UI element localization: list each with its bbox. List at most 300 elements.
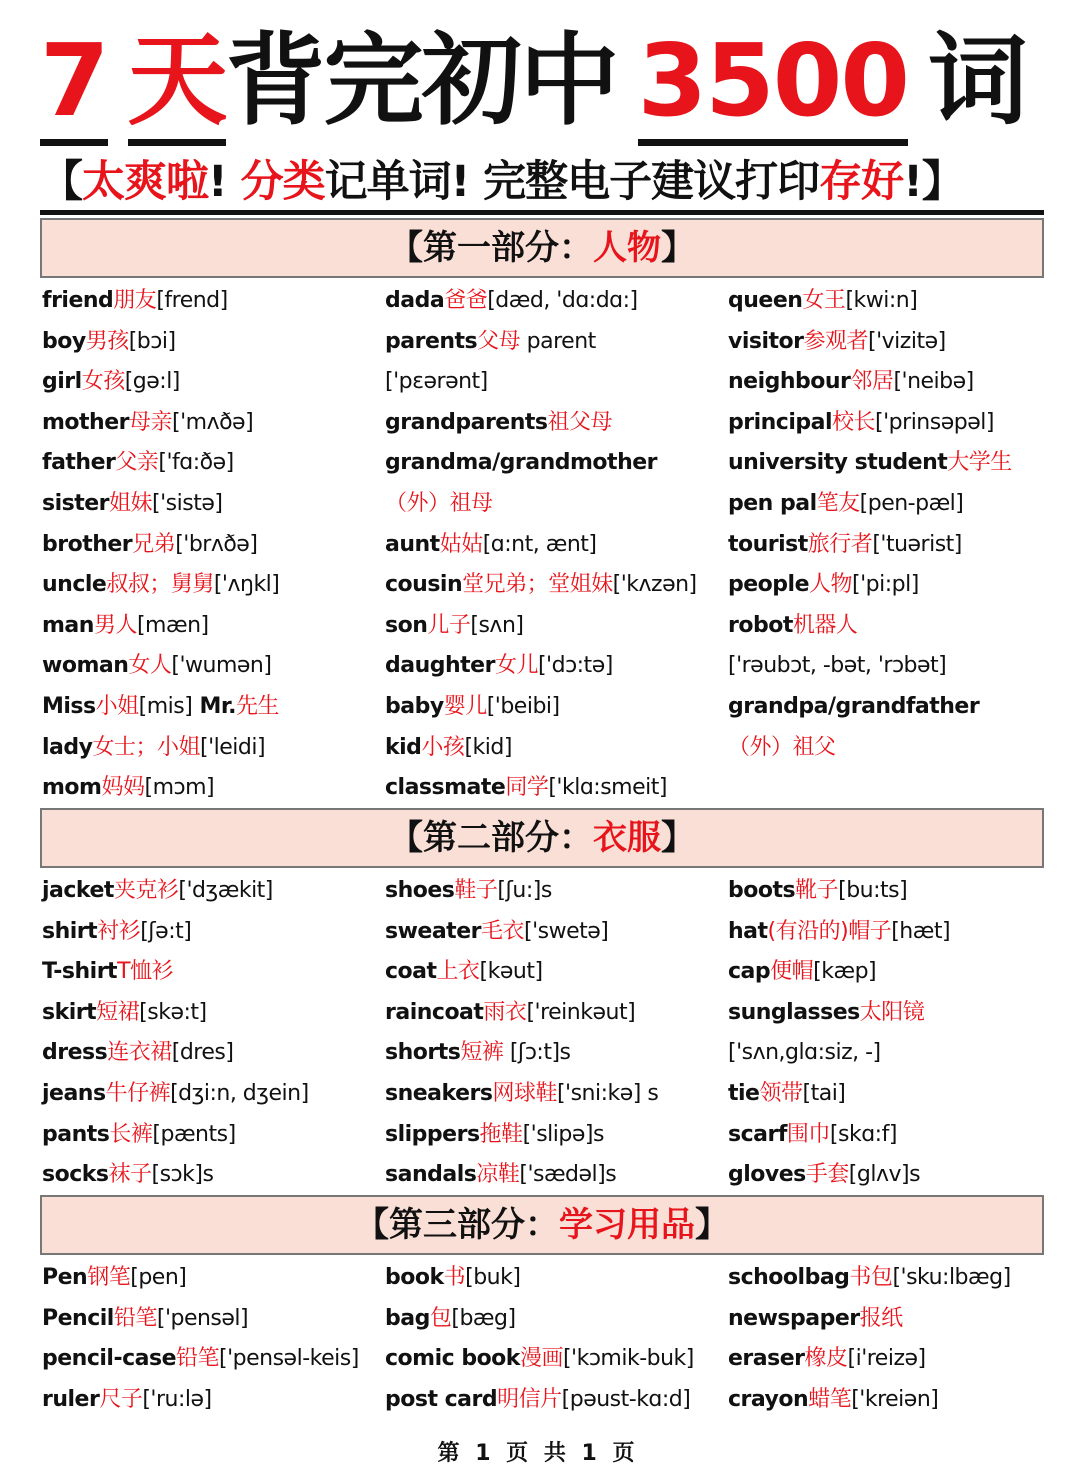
vocab-entry bbox=[728, 1074, 1068, 1115]
subtitle-bracket-close: !】 bbox=[903, 157, 964, 207]
section-prefix: 【第二部分： bbox=[389, 818, 593, 858]
english-word: father bbox=[42, 450, 116, 476]
english-word: friend bbox=[42, 288, 114, 313]
phonetic: ['ru:lə] bbox=[142, 1386, 212, 1412]
chinese-meaning: 堂兄弟；堂姐妹 bbox=[462, 572, 613, 598]
people-column-2 bbox=[385, 281, 725, 809]
subtitle-highlight-3: 存好 bbox=[819, 157, 904, 207]
english-word: robot bbox=[728, 612, 793, 638]
phonetic: ['sʌn,glɑ:siz, -] bbox=[728, 1040, 881, 1066]
chinese-meaning: 围巾 bbox=[786, 1121, 830, 1147]
phonetic: [sɔk]s bbox=[151, 1162, 214, 1188]
vocab-entry bbox=[385, 687, 725, 728]
phonetic: [kæp] bbox=[813, 959, 877, 985]
vocab-entry bbox=[728, 525, 1068, 566]
vocab-entry bbox=[42, 362, 382, 403]
english-word: daughter bbox=[385, 653, 495, 679]
phonetic: [mæn] bbox=[136, 612, 209, 638]
chinese-meaning: 连衣裙 bbox=[107, 1040, 172, 1066]
english-word: boy bbox=[42, 328, 86, 354]
chinese-meaning: 小姐 bbox=[95, 693, 139, 719]
english-word: son bbox=[385, 612, 428, 638]
phonetic: [pen-pæl] bbox=[859, 490, 964, 516]
subtitle-bracket-open: 【 bbox=[40, 157, 82, 207]
chinese-meaning: 短裙 bbox=[96, 999, 140, 1025]
chinese-meaning: 笔友 bbox=[816, 490, 860, 516]
vocab-entry bbox=[385, 728, 725, 769]
phonetic: ['ʌŋkl] bbox=[213, 572, 280, 598]
vocab-entry bbox=[385, 1339, 725, 1380]
phonetic: ['dʒækit] bbox=[178, 878, 273, 903]
vocab-entry bbox=[385, 362, 725, 403]
english-word: book bbox=[385, 1265, 444, 1290]
vocab-entry bbox=[42, 322, 382, 363]
vocab-entry bbox=[385, 1299, 725, 1340]
phonetic: [ʃu:]s bbox=[497, 878, 552, 903]
vocab-entry bbox=[42, 565, 382, 606]
english-word: Miss bbox=[42, 693, 96, 719]
english-word: mom bbox=[42, 775, 102, 801]
english-word: hat bbox=[728, 918, 768, 944]
english-word: aunt bbox=[385, 531, 440, 557]
chinese-meaning: 小孩 bbox=[421, 734, 465, 760]
phonetic: [glʌv]s bbox=[848, 1162, 921, 1188]
chinese-meaning: 朋友 bbox=[113, 288, 157, 313]
phonetic: [tai] bbox=[802, 1080, 846, 1106]
chinese-meaning: 旅行者 bbox=[807, 531, 873, 557]
english-word: lady bbox=[42, 734, 93, 760]
title-text: 背完初中 bbox=[225, 22, 618, 139]
title-number: 7 bbox=[40, 22, 108, 146]
phonetic: [bɔi] bbox=[128, 328, 176, 354]
phonetic: [buk] bbox=[465, 1265, 521, 1290]
chinese-meaning: 校长 bbox=[832, 409, 876, 435]
vocab-entry bbox=[728, 565, 1068, 606]
vocab-entry bbox=[42, 768, 382, 809]
chinese-meaning: 领带 bbox=[759, 1080, 803, 1106]
phonetic: [kid] bbox=[464, 734, 512, 760]
phonetic: [i'reizə] bbox=[847, 1346, 926, 1372]
chinese-meaning: 女王 bbox=[802, 288, 846, 313]
phonetic: ['klɑ:smeit] bbox=[548, 775, 667, 801]
chinese-meaning: 橡皮 bbox=[804, 1346, 848, 1372]
chinese-meaning: 书包 bbox=[849, 1265, 893, 1290]
vocab-entry bbox=[42, 1258, 382, 1299]
english-word-extra: Mr. bbox=[192, 693, 236, 719]
english-word: woman bbox=[42, 653, 129, 679]
english-word: raincoat bbox=[385, 999, 484, 1025]
english-word: skirt bbox=[42, 999, 97, 1025]
vocab-entry bbox=[385, 565, 725, 606]
phonetic: ['kʌzən] bbox=[612, 572, 697, 598]
english-word: tie bbox=[728, 1080, 760, 1106]
chinese-meaning: 邻居 bbox=[850, 369, 894, 395]
people-column-3 bbox=[728, 281, 1068, 768]
chinese-meaning: 衬衫 bbox=[97, 918, 141, 944]
english-word: grandparents bbox=[385, 409, 548, 435]
vocab-entry bbox=[42, 1339, 382, 1380]
phonetic: [ʃə:t] bbox=[140, 918, 192, 944]
phonetic: [sʌn] bbox=[470, 612, 524, 638]
chinese-meaning: T恤衫 bbox=[117, 959, 174, 985]
phonetic: ['pɛərənt] bbox=[385, 369, 488, 395]
vocab-entry bbox=[42, 606, 382, 647]
vocab-entry bbox=[728, 403, 1068, 444]
vocab-entry bbox=[42, 1155, 382, 1196]
chinese-meaning: 同学 bbox=[505, 775, 549, 801]
english-word: queen bbox=[728, 288, 803, 313]
phonetic: ['sistə] bbox=[152, 490, 223, 516]
section-suffix: 】 bbox=[661, 818, 695, 858]
english-word: shirt bbox=[42, 918, 98, 944]
english-word: newspaper bbox=[728, 1305, 860, 1331]
clothes-column-1 bbox=[42, 871, 382, 1196]
vocab-entry bbox=[42, 484, 382, 525]
section-name: 学习用品 bbox=[559, 1205, 695, 1245]
vocab-entry bbox=[728, 1258, 1068, 1299]
english-word: uncle bbox=[42, 572, 107, 598]
vocab-entry bbox=[42, 646, 382, 687]
english-word: boots bbox=[728, 878, 796, 903]
vocab-entry bbox=[385, 606, 725, 647]
vocab-entry bbox=[42, 281, 382, 322]
english-word: Pen bbox=[42, 1265, 88, 1290]
clothes-column-2 bbox=[385, 871, 725, 1196]
english-word: people bbox=[728, 572, 809, 598]
phonetic: [mis] bbox=[138, 693, 193, 719]
chinese-meaning: 毛衣 bbox=[480, 918, 524, 944]
chinese-meaning: 铅笔 bbox=[113, 1305, 157, 1331]
subtitle-text: 记单词! 完整电子建议打印 bbox=[324, 157, 820, 207]
phonetic: ['slipə]s bbox=[522, 1121, 604, 1147]
chinese-meaning: 女儿 bbox=[494, 653, 538, 679]
vocab-entry bbox=[385, 443, 725, 484]
english-word: jacket bbox=[42, 878, 114, 903]
english-word: jeans bbox=[42, 1080, 106, 1106]
chinese-meaning: 报纸 bbox=[859, 1305, 903, 1331]
vocab-entry bbox=[385, 1033, 725, 1074]
chinese-meaning: 夹克衫 bbox=[113, 878, 179, 903]
chinese-meaning: 母亲 bbox=[129, 409, 173, 435]
phonetic: ['fɑ:ðə] bbox=[158, 450, 234, 476]
phonetic: ['pensəl-keis] bbox=[219, 1346, 359, 1372]
english-word: post card bbox=[385, 1386, 498, 1412]
subtitle-highlight-2: 分类 bbox=[240, 157, 325, 207]
vocab-entry bbox=[385, 912, 725, 953]
people-column-1 bbox=[42, 281, 382, 809]
vocab-entry bbox=[385, 1115, 725, 1156]
vocab-entry bbox=[728, 871, 1068, 912]
vocab-entry bbox=[42, 1033, 382, 1074]
chinese-meaning: 网球鞋 bbox=[492, 1080, 557, 1106]
vocab-entry bbox=[385, 1258, 725, 1299]
chinese-meaning: 女士；小姐 bbox=[92, 734, 200, 760]
section-header-clothes bbox=[40, 808, 1044, 868]
english-word: principal bbox=[728, 409, 833, 435]
phonetic: ['mʌðə] bbox=[172, 409, 254, 435]
english-word: parents bbox=[385, 328, 478, 354]
phonetic: [ɑ:nt, ænt] bbox=[482, 531, 597, 557]
english-word: Pencil bbox=[42, 1305, 114, 1331]
phonetic: ['vizitə] bbox=[868, 328, 946, 354]
chinese-meaning: 女人 bbox=[128, 653, 172, 679]
supplies-column-1 bbox=[42, 1258, 382, 1420]
vocab-entry bbox=[42, 871, 382, 912]
phonetic: [skə:t] bbox=[139, 999, 207, 1025]
phonetic: ['neibə] bbox=[893, 369, 974, 395]
vocab-entry bbox=[42, 525, 382, 566]
phonetic: [pænts] bbox=[152, 1121, 236, 1147]
english-word: man bbox=[42, 612, 94, 638]
chinese-meaning: 便帽 bbox=[770, 959, 814, 985]
vocab-entry bbox=[728, 362, 1068, 403]
phonetic: ['sni:kə] s bbox=[556, 1080, 659, 1106]
phonetic: [frend] bbox=[156, 288, 228, 313]
subtitle bbox=[40, 154, 1044, 215]
page-footer: 第 1 页 共 1 页 bbox=[437, 1441, 639, 1466]
vocab-entry bbox=[728, 443, 1068, 484]
chinese-meaning: (有沿的)帽子 bbox=[767, 918, 892, 944]
english-word: tourist bbox=[728, 531, 808, 557]
chinese-meaning: 靴子 bbox=[795, 878, 839, 903]
section-name: 衣服 bbox=[593, 818, 661, 858]
chinese-meaning: （外）祖母 bbox=[385, 490, 493, 516]
vocab-entry bbox=[385, 871, 725, 912]
supplies-column-3 bbox=[728, 1258, 1068, 1420]
vocab-entry bbox=[42, 1299, 382, 1340]
vocab-entry bbox=[385, 1380, 725, 1421]
vocab-entry bbox=[385, 525, 725, 566]
phonetic: ['brʌðə] bbox=[175, 531, 258, 557]
vocab-entry bbox=[42, 1115, 382, 1156]
english-word: eraser bbox=[728, 1346, 805, 1372]
english-word: neighbour bbox=[728, 369, 851, 395]
chinese-meaning: 漫画 bbox=[519, 1346, 563, 1372]
vocab-entry bbox=[42, 687, 382, 728]
english-word: grandma/grandmother bbox=[385, 450, 657, 476]
vocab-entry bbox=[42, 952, 382, 993]
title-days: 天 bbox=[128, 22, 226, 146]
chinese-meaning: 父母 bbox=[477, 328, 521, 354]
vocab-entry bbox=[385, 322, 725, 363]
vocab-entry bbox=[728, 484, 1068, 525]
chinese-meaning: 书 bbox=[443, 1265, 466, 1290]
title-count: 3500 bbox=[638, 22, 908, 146]
vocab-entry bbox=[728, 993, 1068, 1034]
english-word: T-shirt bbox=[42, 959, 118, 985]
chinese-meaning: 女孩 bbox=[81, 369, 125, 395]
english-word: dress bbox=[42, 1040, 108, 1066]
vocab-entry bbox=[385, 484, 725, 525]
chinese-meaning: 兄弟 bbox=[132, 531, 176, 557]
phonetic: [mɔm] bbox=[144, 775, 215, 801]
chinese-meaning: 手套 bbox=[805, 1162, 849, 1188]
english-word: shorts bbox=[385, 1040, 461, 1066]
vocab-entry bbox=[42, 403, 382, 444]
section-suffix: 】 bbox=[695, 1205, 729, 1245]
vocab-entry bbox=[728, 1339, 1068, 1380]
chinese-meaning: 父亲 bbox=[115, 450, 159, 476]
phonetic: [bæg] bbox=[451, 1305, 516, 1331]
english-word: slippers bbox=[385, 1121, 480, 1147]
phonetic: ['rəubɔt, -bət, 'rɔbət] bbox=[728, 653, 947, 679]
english-word: schoolbag bbox=[728, 1265, 850, 1290]
chinese-meaning: 男孩 bbox=[85, 328, 129, 354]
chinese-meaning: 鞋子 bbox=[454, 878, 498, 903]
phonetic: ['wumən] bbox=[171, 653, 272, 679]
vocab-entry bbox=[385, 993, 725, 1034]
english-word: sunglasses bbox=[728, 999, 860, 1025]
english-word: ruler bbox=[42, 1386, 100, 1412]
english-word: mother bbox=[42, 409, 129, 435]
english-word: scarf bbox=[728, 1121, 787, 1147]
chinese-meaning: 参观者 bbox=[803, 328, 869, 354]
phonetic: parent bbox=[520, 328, 596, 354]
english-word: grandpa/grandfather bbox=[728, 693, 980, 719]
english-word: sneakers bbox=[385, 1080, 493, 1106]
english-word: brother bbox=[42, 531, 133, 557]
chinese-meaning: 妈妈 bbox=[101, 775, 145, 801]
chinese-meaning: 祖父母 bbox=[547, 409, 613, 435]
english-word: baby bbox=[385, 693, 444, 719]
english-word: socks bbox=[42, 1162, 109, 1188]
chinese-meaning: 钢笔 bbox=[87, 1265, 131, 1290]
page-title bbox=[40, 18, 1050, 143]
chinese-meaning: 太阳镜 bbox=[859, 999, 925, 1025]
vocab-entry bbox=[728, 1299, 1068, 1340]
section-prefix: 【第一部分： bbox=[389, 228, 593, 268]
english-word: pen pal bbox=[728, 490, 817, 516]
chinese-meaning: 婴儿 bbox=[443, 693, 487, 719]
chinese-meaning: 袜子 bbox=[108, 1162, 152, 1188]
phonetic: ['sku:lbæg] bbox=[892, 1265, 1011, 1290]
vocab-entry bbox=[728, 1115, 1068, 1156]
section-prefix: 【第三部分： bbox=[355, 1205, 559, 1245]
phonetic: [dæd, 'dɑ:dɑ:] bbox=[487, 288, 638, 313]
vocab-entry bbox=[728, 606, 1068, 647]
clothes-column-3 bbox=[728, 871, 1068, 1196]
phonetic: [bu:ts] bbox=[838, 878, 908, 903]
chinese-meaning: 机器人 bbox=[792, 612, 858, 638]
english-word: girl bbox=[42, 369, 82, 395]
english-word: crayon bbox=[728, 1386, 809, 1412]
vocab-entry bbox=[385, 1155, 725, 1196]
vocab-entry bbox=[42, 1074, 382, 1115]
title-word: 词 bbox=[927, 22, 1026, 139]
english-word: comic book bbox=[385, 1346, 520, 1372]
vocab-entry bbox=[728, 687, 1068, 728]
chinese-meaning: 凉鞋 bbox=[476, 1162, 520, 1188]
vocab-entry bbox=[728, 1033, 1068, 1074]
chinese-meaning: 包 bbox=[429, 1305, 452, 1331]
phonetic: ['pensəl] bbox=[156, 1305, 249, 1331]
chinese-meaning: 儿子 bbox=[427, 612, 471, 638]
phonetic: ['prinsəpəl] bbox=[875, 409, 994, 435]
vocab-entry bbox=[385, 646, 725, 687]
phonetic: [dres] bbox=[171, 1040, 234, 1066]
chinese-meaning: 人物 bbox=[809, 572, 853, 598]
english-word: gloves bbox=[728, 1162, 806, 1188]
chinese-meaning: 雨衣 bbox=[483, 999, 527, 1025]
chinese-meaning: 叔叔；舅舅 bbox=[106, 572, 214, 598]
vocab-entry bbox=[728, 322, 1068, 363]
chinese-meaning: 牛仔裤 bbox=[105, 1080, 171, 1106]
chinese-meaning: 拖鞋 bbox=[479, 1121, 523, 1147]
phonetic: ['kɔmik-buk] bbox=[562, 1346, 694, 1372]
vocab-entry bbox=[42, 728, 382, 769]
chinese-meaning: 长裤 bbox=[109, 1121, 153, 1147]
phonetic: ['sædəl]s bbox=[519, 1162, 617, 1188]
english-word: dada bbox=[385, 288, 445, 313]
english-word: sandals bbox=[385, 1162, 477, 1188]
chinese-meaning: 姑姑 bbox=[439, 531, 483, 557]
phonetic: ['kreiən] bbox=[851, 1386, 939, 1412]
vocab-entry bbox=[42, 912, 382, 953]
section-header-supplies bbox=[40, 1195, 1044, 1255]
section-header-people bbox=[40, 218, 1044, 278]
chinese-meaning-extra: 先生 bbox=[235, 693, 279, 719]
phonetic: ['dɔ:tə] bbox=[537, 653, 613, 679]
english-word: kid bbox=[385, 734, 422, 760]
chinese-meaning: 短裤 bbox=[460, 1040, 504, 1066]
phonetic: ['pi:pl] bbox=[852, 572, 919, 598]
english-word: coat bbox=[385, 959, 437, 985]
subtitle-highlight-1: 太爽啦 bbox=[82, 157, 208, 207]
phonetic: ['tuərist] bbox=[872, 531, 962, 557]
phonetic: [hæt] bbox=[891, 918, 951, 944]
chinese-meaning: 姐妹 bbox=[109, 490, 153, 516]
phonetic: [dʒi:n, dʒein] bbox=[170, 1080, 309, 1106]
section-name: 人物 bbox=[593, 228, 661, 268]
vocab-entry bbox=[385, 403, 725, 444]
vocab-entry bbox=[385, 952, 725, 993]
phonetic: [pen] bbox=[130, 1265, 187, 1290]
phonetic: ['leidi] bbox=[200, 734, 266, 760]
phonetic: ['reinkəut] bbox=[526, 999, 636, 1025]
english-word: classmate bbox=[385, 775, 506, 801]
chinese-meaning: 爸爸 bbox=[444, 288, 488, 313]
english-word: sweater bbox=[385, 918, 481, 944]
phonetic: [kwi:n] bbox=[845, 288, 918, 313]
vocab-entry bbox=[728, 281, 1068, 322]
chinese-meaning: （外）祖父 bbox=[728, 734, 836, 760]
chinese-meaning: 蜡笔 bbox=[808, 1386, 852, 1412]
english-word: cousin bbox=[385, 572, 463, 598]
english-word: visitor bbox=[728, 328, 804, 354]
english-word: shoes bbox=[385, 878, 455, 903]
english-word: cap bbox=[728, 959, 771, 985]
vocab-entry bbox=[42, 1380, 382, 1421]
phonetic: [gə:l] bbox=[124, 369, 180, 395]
phonetic: [kəut] bbox=[479, 959, 543, 985]
phonetic: [ʃɔ:t]s bbox=[503, 1040, 571, 1066]
vocab-entry bbox=[42, 443, 382, 484]
chinese-meaning: 大学生 bbox=[947, 450, 1012, 476]
vocab-entry bbox=[728, 1380, 1068, 1421]
english-word: university student bbox=[728, 450, 948, 476]
vocab-entry bbox=[728, 646, 1068, 687]
chinese-meaning: 尺子 bbox=[99, 1386, 143, 1412]
vocab-entry bbox=[728, 952, 1068, 993]
section-suffix: 】 bbox=[661, 228, 695, 268]
english-word: bag bbox=[385, 1305, 430, 1331]
english-word: pants bbox=[42, 1121, 110, 1147]
chinese-meaning: 男人 bbox=[93, 612, 137, 638]
subtitle-punct: ! bbox=[208, 157, 241, 207]
chinese-meaning: 明信片 bbox=[497, 1386, 562, 1412]
vocab-entry bbox=[385, 768, 725, 809]
vocab-entry bbox=[728, 728, 1068, 769]
